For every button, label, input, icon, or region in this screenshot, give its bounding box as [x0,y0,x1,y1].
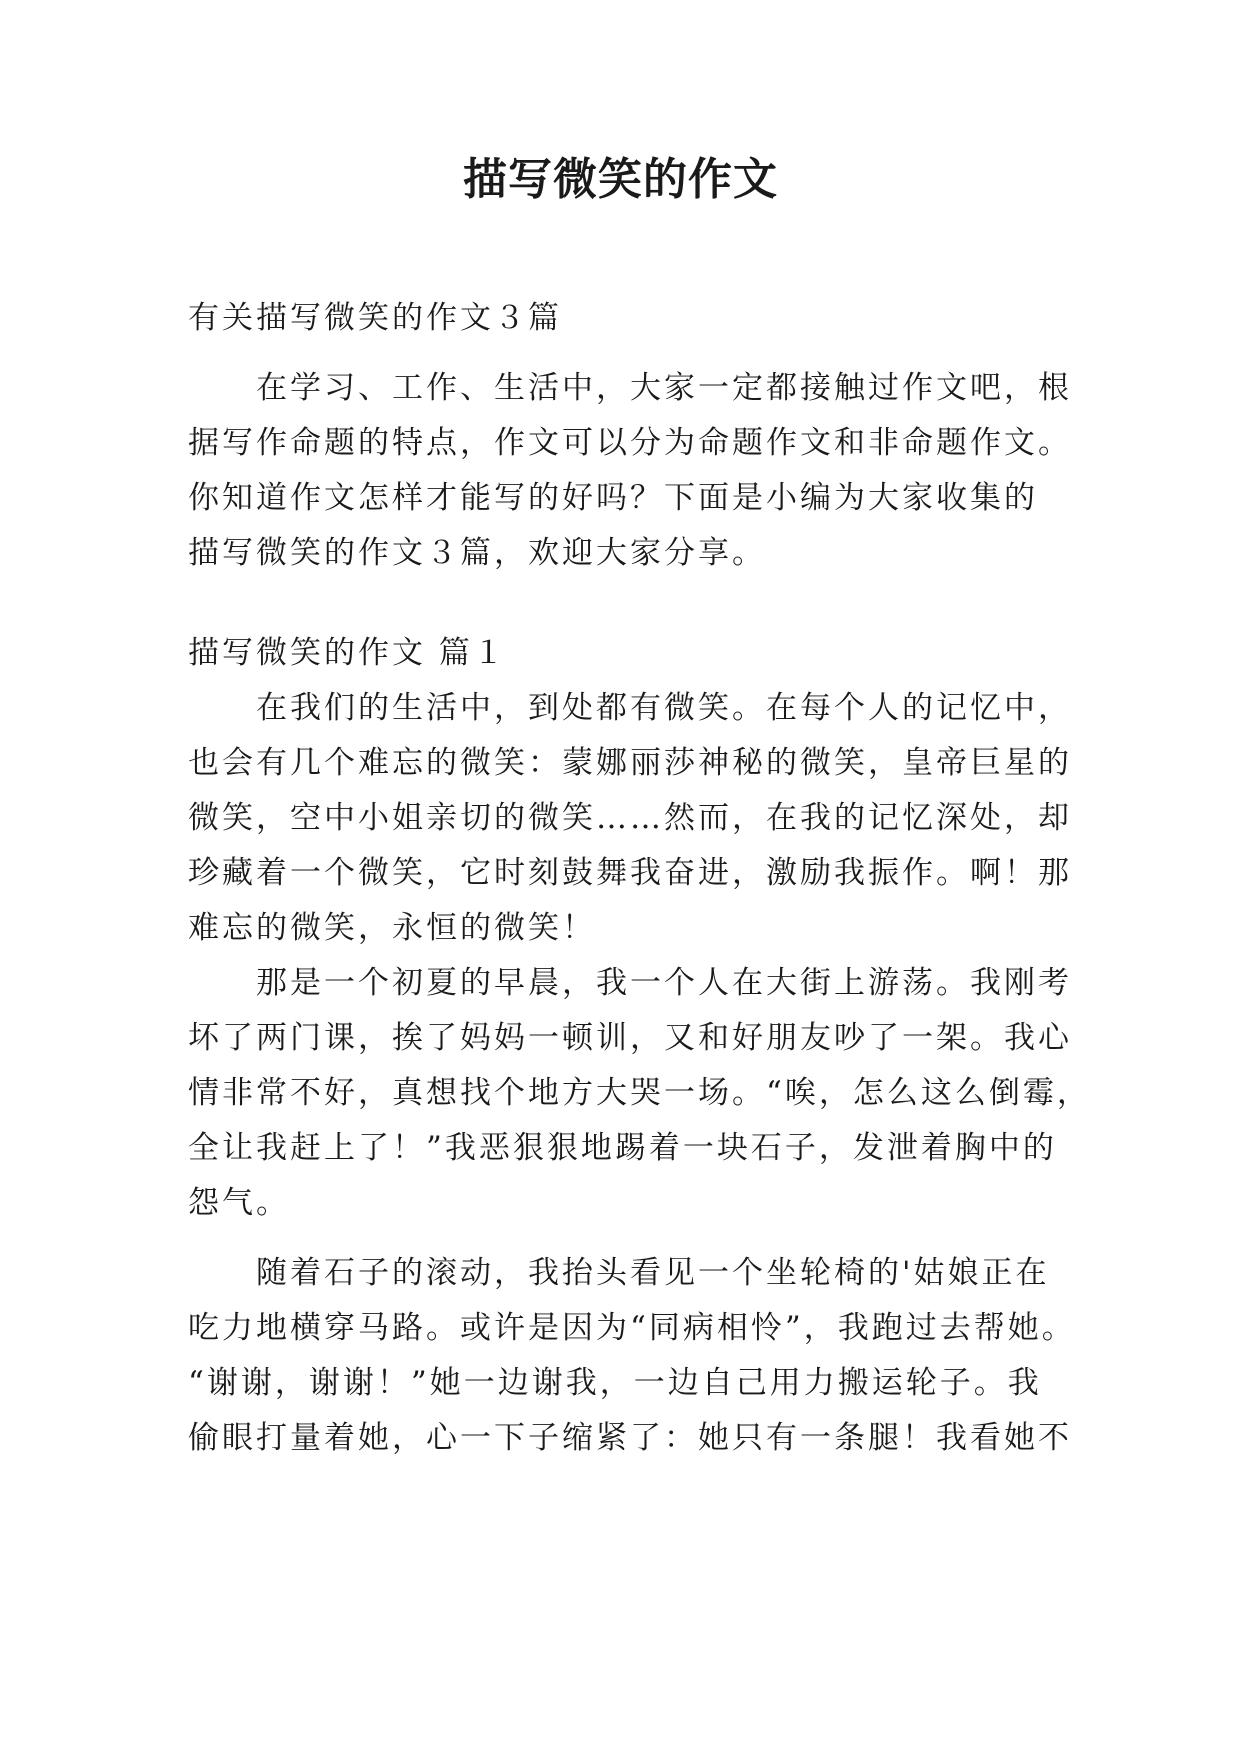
paragraph-line: 偷眼打量着她，心一下子缩紧了：她只有一条腿！我看她不 [188,1420,1072,1456]
paragraph-line: 随着石子的滚动，我抬头看见一个坐轮椅的'姑娘正在 [256,1255,1050,1291]
paragraph-line: “谢谢，谢谢！”她一边谢我，一边自己用力搬运轮子。我 [188,1365,1042,1401]
paragraph-line: 怨气。 [188,1185,290,1221]
section-heading: 描写微笑的作文 篇１ [188,635,507,671]
paragraph-line: 也会有几个难忘的微笑：蒙娜丽莎神秘的微笑，皇帝巨星的 [188,745,1072,781]
intro-line: 在学习、工作、生活中，大家一定都接触过作文吧，根 [256,370,1072,406]
paragraph-line: 在我们的生活中，到处都有微笑。在每个人的记忆中， [256,690,1072,726]
paragraph-line: 那是一个初夏的早晨，我一个人在大街上游荡。我刚考 [256,965,1072,1001]
paragraph-line: 全让我赶上了！”我恶狠狠地踢着一块石子，发泄着胸中的 [188,1130,1057,1166]
intro-line: 你知道作文怎样才能写的好吗？下面是小编为大家收集的 [188,480,1038,516]
paragraph-line: 坏了两门课，挨了妈妈一顿训，又和好朋友吵了一架。我心 [188,1020,1072,1056]
paragraph-line: 微笑，空中小姐亲切的微笑……然而，在我的记忆深处，却 [188,800,1072,836]
paragraph-line: 情非常不好，真想找个地方大哭一场。“唉，怎么这么倒霉， [188,1075,1091,1111]
document-subtitle: 有关描写微笑的作文３篇 [188,300,562,336]
document-title: 描写微笑的作文 [463,154,778,205]
paragraph-line: 难忘的微笑，永恒的微笑！ [188,910,596,946]
intro-line: 描写微笑的作文３篇，欢迎大家分享。 [188,535,766,571]
intro-line: 据写作命题的特点，作文可以分为命题作文和非命题作文。 [188,425,1072,461]
paragraph-line: 珍藏着一个微笑，它时刻鼓舞我奋进，激励我振作。啊！那 [188,855,1072,891]
paragraph-line: 吃力地横穿马路。或许是因为“同病相怜”，我跑过去帮她。 [188,1310,1076,1346]
